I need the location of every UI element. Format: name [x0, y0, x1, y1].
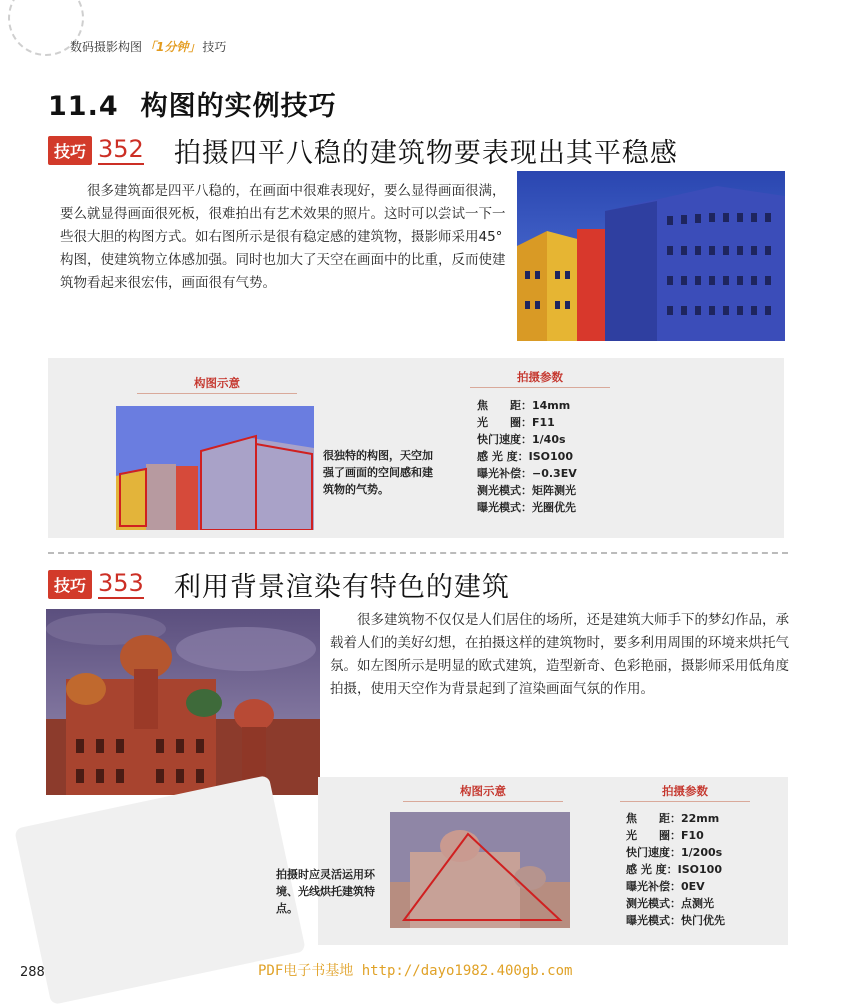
param-aperture: 光 圈：F10 [626, 829, 704, 842]
book-header [70, 38, 226, 55]
page-number: 288 [20, 965, 45, 980]
section-separator [48, 552, 788, 554]
tip-title: 拍摄四平八稳的建筑物要表现出其平稳感 [173, 137, 678, 169]
param-shutter-speed: 快门速度：1/40s [477, 433, 566, 446]
composition-caption: 拍摄时应灵活运用环境、光线烘托建筑特点。 [276, 868, 375, 915]
building-photo-image [517, 171, 785, 341]
param-exposure-compensation: 曝光补偿：−0.3EV [477, 467, 577, 480]
param-focal-length: 焦 距：14mm [477, 399, 571, 412]
tip-title: 利用背景渲染有特色的建筑 [173, 571, 510, 603]
footer-watermark-text: PDF电子书基地 http://dayo1982.400gb.com [258, 963, 573, 979]
tip-badge: 技巧 [48, 570, 92, 599]
param-exposure-mode: 曝光模式：光圈优先 [477, 501, 576, 514]
composition-thumbnail-image [390, 812, 570, 928]
header-suffix: 技巧 [202, 40, 227, 54]
section-title-text: 构图的实例技巧 [140, 91, 337, 122]
param-aperture: 光 圈：F11 [477, 416, 555, 429]
param-shutter-speed: 快门速度：1/200s [626, 846, 723, 859]
tip-number: 353 [98, 569, 144, 597]
cathedral-photo [46, 609, 320, 795]
param-iso: 感 光 度：ISO100 [626, 863, 722, 876]
building-photo [517, 171, 785, 341]
composition-thumbnail-image [116, 406, 314, 530]
section-number: 11.4 [48, 91, 119, 122]
cathedral-photo-image [46, 609, 320, 795]
param-metering-mode: 测光模式：点测光 [626, 897, 714, 910]
param-iso: 感 光 度：ISO100 [477, 450, 573, 463]
composition-thumbnail [390, 812, 570, 928]
param-focal-length: 焦 距：22mm [626, 812, 720, 825]
tip-badge: 技巧 [48, 136, 92, 165]
composition-heading: 构图示意 [137, 375, 297, 394]
param-metering-mode: 测光模式：矩阵测光 [477, 484, 576, 497]
parameters-heading: 拍摄参数 [470, 369, 610, 388]
header-accent: 「1分钟」 [144, 40, 201, 54]
tip-number: 352 [98, 135, 144, 163]
tip-352-paragraph: 很多建筑都是四平八稳的，在画面中很难表现好，要么显得画面很满，要么就显得画面很死板，很难拍出有艺术效果的照片。这时可以尝试一下一些很大胆的构图方式。如右图所示是很有稳定感的建筑物，摄影师采用45°构图，使建筑物立体感加强。同时也加大了天空在画面中的比重，反而使建筑物看起来很宏伟，画面很有气势。 [60, 183, 506, 291]
composition-thumbnail [116, 406, 314, 530]
section-title [48, 84, 337, 123]
parameters-heading: 拍摄参数 [620, 783, 750, 802]
composition-caption: 很独特的构图，天空加强了画面的空间感和建筑物的气势。 [323, 449, 433, 496]
tip-353-paragraph: 很多建筑物不仅仅是人们居住的场所，还是建筑大师手下的梦幻作品，承载着人们的美好幻想，在拍摄这样的建筑物时，要多利用周围的环境来烘托气氛。如左图所示是明显的欧式建筑，造型新奇、色彩艳丽，摄影师采用低角度拍摄，使用天空作为背景起到了渲染画面气氛的作用。 [330, 612, 789, 697]
param-exposure-compensation: 曝光补偿：0EV [626, 880, 705, 893]
tip-353-heading [48, 564, 510, 604]
shooting-parameters [477, 397, 577, 516]
shooting-parameters [626, 810, 725, 929]
param-exposure-mode: 曝光模式：快门优先 [626, 914, 725, 927]
header-prefix: 数码摄影构图 [70, 40, 143, 54]
tip-352-heading [48, 130, 678, 170]
composition-heading: 构图示意 [403, 783, 563, 802]
